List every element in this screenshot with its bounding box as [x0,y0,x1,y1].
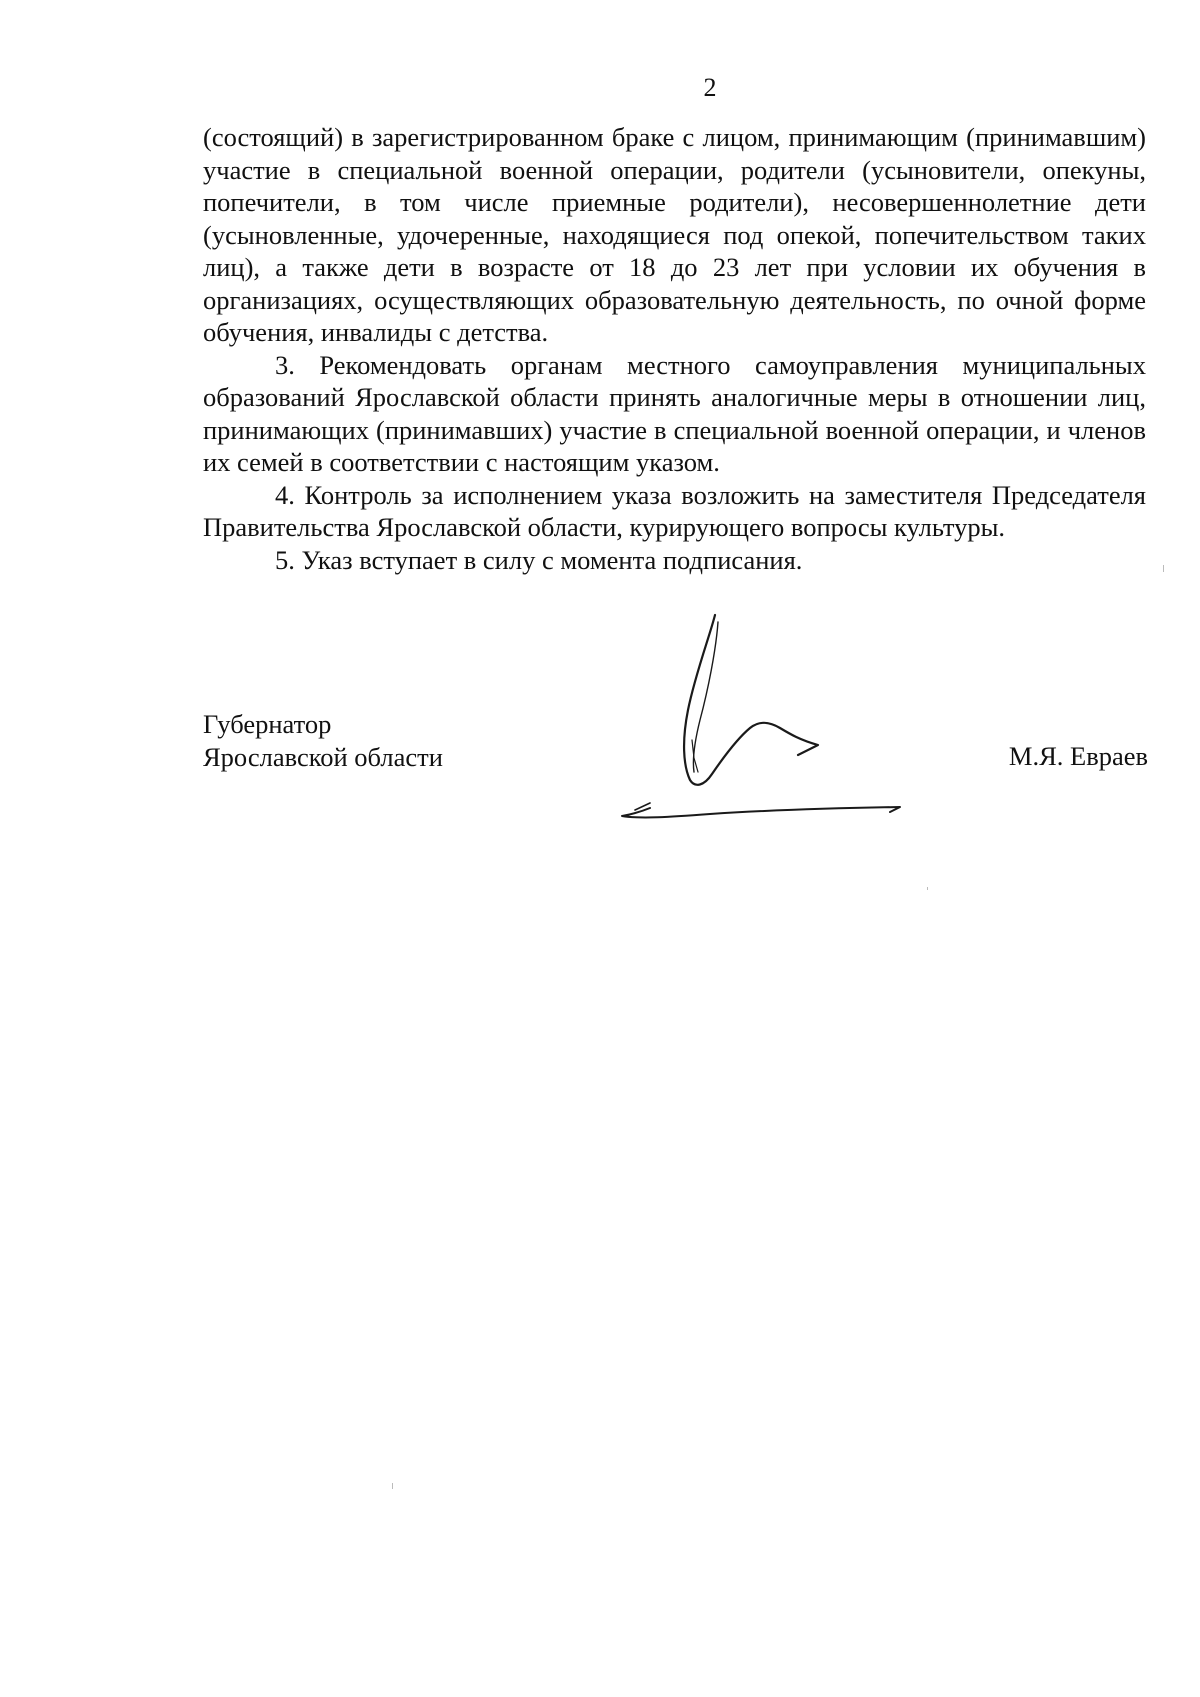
page-number: 2 [703,73,717,102]
paragraph-item-3: 3. Рекомендовать органам местного самоуправления муниципальных образований Ярославской области принять аналогичные меры в отношении лиц, принимающих (принимавших) участие в специальной военной операции, и членов их семей в соответствии с настоящим указом. [203,349,1146,477]
signatory-position-line2: Ярославской области [203,741,443,772]
scan-speck [392,1483,393,1489]
scan-speck [927,887,928,890]
paragraph-item-5: 5. Указ вступает в силу с момента подписания. [275,544,803,575]
signatory-position [203,708,443,773]
signatory-name: М.Я. Евраев [1008,741,1148,771]
signatory-position-line1: Губернатор [203,709,332,739]
handwritten-signature [600,590,940,830]
document-body [203,121,1146,576]
paragraph-item-4: 4. Контроль за исполнением указа возложить на заместителя Председателя Правительства Ярославской области, курирующего вопросы культуры. [203,479,1146,542]
paragraph-continuation: (состоящий) в зарегистрированном браке с лицом, принимающим (принимавшим) участие в специальной военной операции, родители (усыновители, опекуны, попечители, в том числе приемные родители), несовершеннолетние дети (усыновленные, удочеренные, находящиеся под опекой, попечительством таких лиц), а также дети в возрасте от 18 до 23 лет при условии их обучения в организациях, осуществляющих образовательную деятельность, по очной форме обучения, инвалиды с детства. [203,122,1146,347]
scan-speck [1163,565,1164,572]
